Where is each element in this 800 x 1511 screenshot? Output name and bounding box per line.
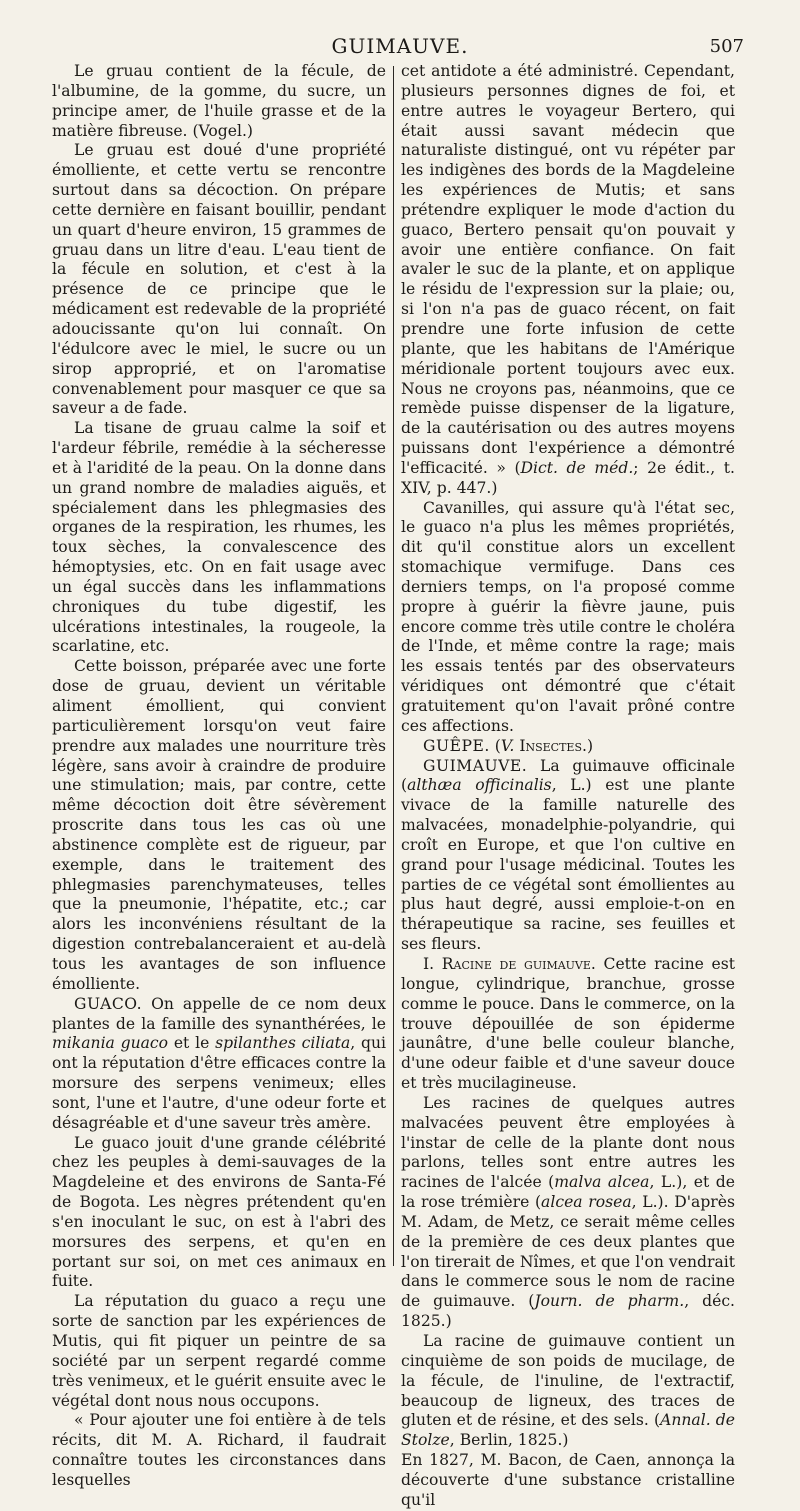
species-name: althæa officinalis [407,776,552,795]
paragraph: En 1827, M. Bacon, de Caen, annonça la découverte d'une substance cristalline qu'il [401,1451,735,1509]
paragraph: La réputation du guaco a reçu une sorte de sanction par les expériences de Mutis, qui fit piquer un peintre de sa société par un serpent regardé comme très venimeux, et le guérit ensuite avec le végétal dont nous nous occupons. [52,1292,386,1410]
running-title: GUIMAUVE. [331,34,469,58]
species-name: malva alcea [554,1173,650,1192]
cross-reference: Insectes [514,736,583,755]
right-column [401,62,735,1511]
paragraph: cet antidote a été administré. Cependant, plusieurs personnes dignes de foi, et entre autres le voyageur Bertero, qui était aussi savant médecin que naturaliste distingué, ont vu répéter par les indigènes des bords de la Magdeleine les expériences de Mutis; et sans prétendre expliquer le mode d'action du guaco, Bertero pensait qu'on pouvait y avoir une entière confiance. On fait avaler le suc de la plante, et on applique le résidu de l'expression sur la plaie; ou, si l'on n'a pas de guaco récent, on fait prendre une forte infusion de cette plante, que les habitans de l'Amérique méridionale portent toujours avec eux. Nous ne croyons pas, néanmoins, que ce remède puisse dispenser de la ligature, de la cautérisation ou des autres moyens puissans dont l'expérience a démontré l'efficacité. » (Dict. de méd.; 2e édit., t. XIV, p. 447.) [401,62,736,497]
entry-guaco: GUACO. On appelle de ce nom deux plantes de la famille des synanthérées, le mikania guaco et le spilanthes ciliata, qui ont la réputation d'être efficaces contre la morsure des serpens venimeux; elles sont, l'une et l'autre, d'une odeur forte et désagréable et d'une saveur très amère. [52,994,386,1132]
species-name: alcea rosea [541,1193,632,1212]
paragraph: I. Racine de guimauve. Cette racine est longue, cylindrique, branchue, grosse comme le pouce. Dans le commerce, on la trouve dépouillée de son épiderme jaunâtre, d'une belle couleur blanche, d'une odeur faible et d'une saveur douce et très mucilagineuse. [401,954,735,1093]
entry-guepe: GUÊPE. (V. Insectes.) [423,736,594,755]
left-column [52,62,386,1491]
citation: Journ. de pharm. [534,1292,685,1311]
paragraph: La tisane de gruau calme la soif et l'ardeur fébrile, remédie à la sécheresse et à l'aridité de la peau. On la donne dans un grand nombre de maladies aiguës, et spécialement dans les phlegmasies des organes de la respiration, les rhumes, les toux sèches, la convalescence des hémoptysies, etc. On en fait usage avec un égal succès dans les inflammations chroniques du tube digestif, les ulcérations intestinales, la rougeole, la scarlatine, etc. [52,419,386,656]
paragraph: Cette boisson, préparée avec une forte dose de gruau, devient un véritable aliment émollient, qui convient particulièrement lorsqu'on veut faire prendre aux malades une nourriture très légère, sans avoir à craindre de produire une stimulation; mais, par contre, cette même décoction doit être sévèrement proscrite dans tous les cas où une abstinence complète est de rigueur, par exemple, dans le traitement des phlegmasies parenchymateuses, telles que la pneumonie, l'hépatite, etc.; car alors les inconvéniens résultant de la digestion contrebalanceraient et au-delà tous les avantages de son influence émolliente. [52,657,386,993]
page-number: 507 [709,36,744,57]
entry-guimauve: GUIMAUVE. La guimauve officinale (althæa officinalis, L.) est une plante vivace de la famille naturelle des malvacées, monadelphie-polyandrie, qui croît en Europe, et que l'on cultive en grand pour l'usage médicinal. Toutes les parties de ce végétal sont émollientes au plus haut degré, aussi emploie-t-on en thérapeutique sa racine, ses feuilles et ses fleurs. [401,756,735,954]
species-name: mikania guaco [52,1034,169,1053]
citation: Annal. de Stolze [401,1411,735,1450]
paragraph: Le gruau contient de la fécule, de l'albumine, de la gomme, du sucre, un principe amer, de l'huile grasse et de la matière fibreuse. (Vogel.) [52,62,386,140]
headword: GUIMAUVE. [423,756,528,775]
section-heading: I. Racine de guimauve. [423,954,596,973]
column-divider [393,66,394,1266]
paragraph: La racine de guimauve contient un cinquième de son poids de mucilage, de la fécule, de l'inuline, de l'extractif, beaucoup de ligneux, des traces de gluten et de résine, et des sels. (Annal. de Stolze, Berlin, 1825.) [401,1332,735,1450]
paragraph: Cavanilles, qui assure qu'à l'état sec, le guaco n'a plus les mêmes propriétés, dit qu'il constitue alors un excellent stomachique vermifuge. Dans ces derniers temps, on l'a proposé comme propre à guérir la fièvre jaune, puis encore comme très utile contre le choléra de l'Inde, et même contre la rage; mais les essais tentés par des observateurs véridiques ont démontré que c'était gratuitement qu'on l'avait prôné contre ces affections. [401,498,735,735]
paragraph: Le gruau est doué d'une propriété émolliente, et cette vertu se rencontre surtout dans sa décoction. On prépare cette dernière en faisant bouillir, pendant un quart d'heure environ, 15 grammes de gruau dans un litre d'eau. L'eau tient de la fécule en solution, et c'est à la présence de ce principe que le médicament est redevable de la propriété adoucissante qu'on lui connaît. On l'édulcore avec le miel, le sucre ou un sirop approprié, et on l'aromatise convenablement pour masquer ce que sa saveur a de fade. [52,141,386,418]
citation: Dict. de méd. [520,458,634,477]
paragraph: « Pour ajouter une foi entière à de tels récits, dit M. A. Richard, il faudrait connaître toutes les circonstances dans lesquelles [52,1411,386,1489]
headword: GUACO. [74,994,143,1013]
paragraph: Les racines de quelques autres malvacées peuvent être employées à l'instar de celle de la plante dont nous parlons, telles sont entre autres les racines de l'alcée (malva alcea, L.), et de la rose trémière (alcea rosea, L.). D'après M. Adam, de Metz, ce serait même celles de la première de ces deux plantes que l'on tirerait de Nîmes, et que l'on vendrait dans le commerce sous le nom de racine de guimauve. (Journ. de pharm., déc. 1825.) [401,1093,736,1331]
running-header [56,34,744,60]
headword: GUÊPE. [423,736,490,755]
paragraph: Le guaco jouit d'une grande célébrité chez les peuples à demi-sauvages de la Magdeleine et des environs de Santa-Fé de Bogota. Les nègres prétendent qu'en s'en inoculant le suc, on est à l'abri des morsures des serpens, et qu'en en portant sur soi, on met ces animaux en fuite. [52,1133,386,1291]
species-name: spilanthes ciliata [215,1034,351,1053]
